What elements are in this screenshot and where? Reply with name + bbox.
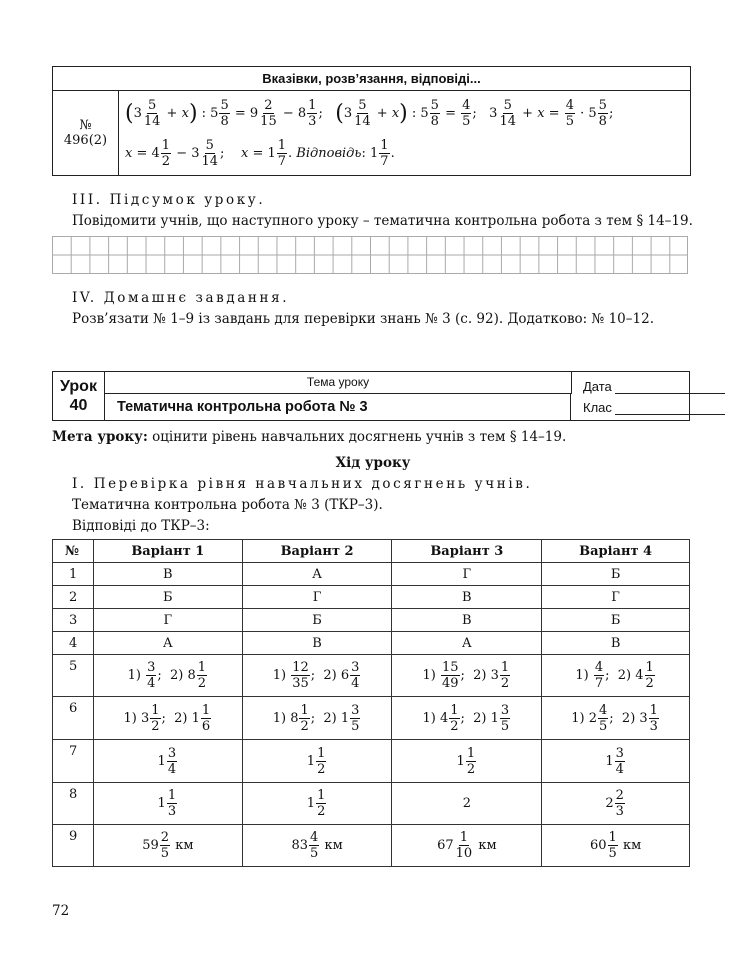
lesson-label: Урок [60,378,97,395]
table-cell: В [93,563,242,586]
table-cell: 1 $\frac{1}{2}$ [392,740,542,783]
date-label: Дата [583,379,612,394]
table-cell: Б [93,586,242,609]
table-row: 3 Г Б В Б [53,609,690,632]
table-cell: Б [542,563,690,586]
unit-km: км [175,838,194,853]
summary-heading: III. Підсумок уроку. [72,192,266,208]
header-variant-2: Варіант 2 [242,540,392,563]
table-cell: Г [93,609,242,632]
table-cell: Г [242,586,392,609]
lesson-number: 40 [69,397,88,414]
class-field [583,400,725,415]
topic-label: Тема уроку [105,372,572,394]
header-variant-3: Варіант 3 [392,540,542,563]
table-cell: 60 $\frac{1}{5}$ км [542,825,690,867]
exercise-number-value: 496(2) [63,132,108,148]
table-cell: 1) 3 $\frac{1}{2}$ ; 2) 1 $\frac{1}{6}$ [93,697,242,740]
table-cell: Г [392,563,542,586]
course-title: Хід уроку [335,455,411,471]
table-row: 4 А В А В [53,632,690,655]
table-cell: В [542,632,690,655]
solution-box-header: Вказівки, розв’язання, відповіді... [53,67,690,91]
table-cell: 1) $\frac{3}{4}$ ; 2) 8 $\frac{1}{2}$ [93,655,242,697]
table-cell: А [242,563,392,586]
table-cell: 1 $\frac{3}{4}$ [93,740,242,783]
table-cell: Б [542,609,690,632]
table-cell: В [392,609,542,632]
date-line [615,380,725,394]
unit-km: км [324,838,343,853]
goal-label: Мета уроку: [52,429,148,445]
lesson-topic: Тематична контрольна робота № 3 [105,394,571,420]
answers-table [52,539,690,867]
table-cell: В [242,632,392,655]
table-cell: А [93,632,242,655]
table-cell: 2 $\frac{2}{3}$ [542,783,690,825]
solution-formulas [125,93,686,173]
table-row: 1 В А Г Б [53,563,690,586]
table-cell: Б [242,609,392,632]
table-cell: 1 $\frac{3}{4}$ [542,740,690,783]
lesson-number-cell [53,372,105,420]
table-cell: 2 [392,783,542,825]
solution-box [52,66,691,176]
step-1-heading: I. Перевірка рівня навчальних досягнень учнів. [72,476,533,492]
table-cell: 1) 8 $\frac{1}{2}$ ; 2) 1 $\frac{3}{5}$ [242,697,392,740]
goal-text: оцінити рівень навчальних досягнень учнів з тем § 14–19. [152,429,567,445]
table-row: 6 1) 3 $\frac{1}{2}$ ; 2) 1 $\frac{1}{6}$ 1) 8 $\frac{1}{2}$ ; 2) 1 $\frac{3}{5}$ 1) 4 $\frac{1}{2}$ ; 2) 1 $\frac{3}{5}$ 1) 2 $\frac{4}{5}$ ; 2) 3 $\frac{1}{3}$ [53,697,690,740]
test-name: Тематична контрольна робота № 3 (ТКР–3). [72,497,383,513]
summary-text: Повідомити учнів, що наступного уроку – тематична контрольна робота з тем § 14–19. [72,213,693,229]
answer-word: Відповідь [296,145,362,161]
blank-grid [52,236,688,274]
table-row: 2 Б Г В Г [53,586,690,609]
table-row: 7 1 $\frac{3}{4}$ 1 $\frac{1}{2}$ 1 $\frac{1}{2}$ 1 $\frac{3}{4}$ [53,740,690,783]
table-cell: 1) $\frac{4}{7}$ ; 2) 4 $\frac{1}{2}$ [542,655,690,697]
table-row: 5 1) $\frac{3}{4}$ ; 2) 8 $\frac{1}{2}$ 1) $\frac{12}{35}$ ; 2) 6 $\frac{3}{4}$ 1) $\frac{15}{49}$ ; 2) 3 $\frac{1}{2}$ 1) $\frac{4}{7}$ ; 2) 4 $\frac{1}{2}$ [53,655,690,697]
table-row: 8 1 $\frac{1}{3}$ 1 $\frac{1}{2}$ 2 2 $\frac{2}{3}$ [53,783,690,825]
header-number: № [53,540,94,563]
table-cell: 83 $\frac{4}{5}$ км [242,825,392,867]
header-variant-4: Варіант 4 [542,540,690,563]
table-cell: 67 $\frac{1}{10}$ км [392,825,542,867]
table-cell: 1 $\frac{1}{3}$ [93,783,242,825]
exercise-number [53,90,119,175]
table-cell: 59 $\frac{2}{5}$ км [93,825,242,867]
solution-line-1: ( 3 $\frac{5}{14}$ + x ) : 5 $\frac{5}{8}$ = 9 $\frac{2}{15}$ − 8 $\frac{1}{3}$ ; ( 3 $\frac{5}{14}$ + x ) : 5 $\frac{5}{8}$ = $\frac{4}{5}$ ; 3 $\frac{5}{14}$ + x = $\frac{4}{5}$ · 5 $\frac{5}{8}$ ; [125,97,614,129]
unit-km: км [622,838,642,853]
answers-caption: Відповіді до ТКР–3: [72,518,210,534]
table-cell: 1 $\frac{1}{2}$ [242,783,392,825]
exercise-number-symbol: № [79,117,92,133]
class-label: Клас [583,400,612,415]
table-cell: 1) 2 $\frac{4}{5}$ ; 2) 3 $\frac{1}{3}$ [542,697,690,740]
header-variant-1: Варіант 1 [93,540,242,563]
homework-heading: IV. Домашнє завдання. [72,290,290,306]
lesson-header [52,371,690,421]
homework-text: Розв’язати № 1–9 із завдань для перевірки знань № 3 (с. 92). Додатково: № 10–12. [72,311,654,327]
table-cell: В [392,586,542,609]
table-header-row [53,540,690,563]
table-cell: 1 $\frac{1}{2}$ [242,740,392,783]
table-cell: 1) $\frac{15}{49}$ ; 2) 3 $\frac{1}{2}$ [392,655,542,697]
table-cell: Г [542,586,690,609]
table-cell: 1) $\frac{12}{35}$ ; 2) 6 $\frac{3}{4}$ [242,655,392,697]
table-cell: А [392,632,542,655]
table-row: 9 59 $\frac{2}{5}$ км 83 $\frac{4}{5}$ км 67 $\frac{1}{10}$ км 60 $\frac{1}{5}$ км [53,825,690,867]
date-field [583,379,725,394]
page-number: 72 [52,903,70,919]
solution-line-2: x = 4 $\frac{1}{2}$ − 3 $\frac{5}{14}$ ; x = 1 $\frac{1}{7}$ . Відповідь : 1 $\frac{1}{7}$ . [125,137,395,169]
unit-km: км [478,838,497,853]
class-line [615,401,725,415]
table-cell: 1) 4 $\frac{1}{2}$ ; 2) 1 $\frac{3}{5}$ [392,697,542,740]
lesson-goal [52,429,566,445]
